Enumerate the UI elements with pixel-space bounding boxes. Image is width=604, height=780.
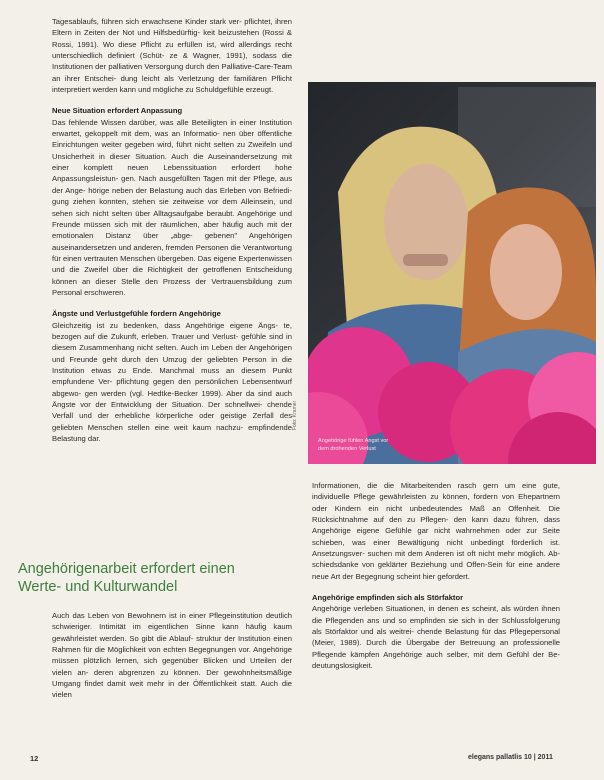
photo-illustration: [308, 82, 596, 464]
subheading-fears: Ängste und Verlustgefühle fordern Angehörige: [52, 309, 221, 319]
fears-paragraph: Gleichzeitig ist zu bedenken, dass Angehörige eigene Ängs- te, bezogen auf die Zukunft, erleben. Trauer und Verlust- gefühle sind in diesem Zusammenhang nicht selten. Auch im Leben der Angehörigen und Freunde geht durch den Umzug der geliebten Person in die Institution etwas zu Ende. Manchmal muss an diesem Punkt empfundene Ver- pflichtung gegen den persönlichen Lebensentwurf abgewo- gen werden (vgl. Hedtke-Becker 1999). Aber da sind auch Ängste vor der Entwicklung der Situation. Der schnellwei- chende Verfall und der erhebliche körperliche oder geistige Zerfall des geliebten Menschen stellen eine weit kaum nachzu- empfindende Belastung dar.: [52, 320, 292, 444]
bottom-left-paragraph: Auch das Leben von Bewohnern ist in einer Pflegeinstitution deutlich schwieriger. Intimität im eigentlichen Sinne kann häufig kaum gewährleistet werden. So gibt die Ablauf- struktur der Institution einen Rahmen für die Möglichkeit von echten Begegnungen vor. Angehörige müssen plötzlich lernen, sich gegenüber Blicken und Urteilen der vielen an- deren abgrenzen zu können. Der gewohnheitsmäßige Umgang findet damit weit mehr in der Öffentlichkeit statt. Auch die vielen: [52, 611, 292, 700]
subheading-disturbance: Angehörige empfinden sich als Störfaktor: [312, 593, 464, 603]
photo-caption: Angehörige fühlen Angst vor dem drohenden Verlust: [318, 438, 389, 452]
subheading-adaptation: Neue Situation erfordert Anpassung: [52, 106, 183, 116]
left-column: [52, 16, 292, 444]
section-title: Angehörigenarbeit erfordert einen Werte- und Kulturwandel: [18, 561, 235, 595]
family-photo: [308, 82, 596, 464]
adaptation-paragraph: Das fehlende Wissen darüber, was alle Beteiligten in einer Institution erwartet, gekoppelt mit dem, was an Informatio- nen über öffentliche Einrichtungen weiter gegeben wird, führt nicht selten zu Zweifeln und Unsicherheit in dieser Situation. Auch die Auseinandersetzung mit einer komplett neuen Lebenssituation erfordert hohe Anpassungsleistun- gen. Nach ausgefüllten Tagen mit der Pflege, aus der Ange- hörige neben der Belastung auch das Erleben von Befriedi- gung ziehen konnten, stehen sie zeitweise vor dem Alleinsein, und sehen sich nicht selten über Alltagsaufgabe beraubt. Angehörige und Freunde müssen sich mit der räumlichen, aber häufig auch mit der emotionalen Distanz über „abge- gebenen" Angehörigen auseinandersetzen und anderen, fremden Personen die Verantwortung für einen vertrauten Menschen übergeben. Das eigene Expertenwissen und die Zweifel über die Richtigkeit der getroffenen Entscheidung können an dieser Stelle den Prozess der Vertrauensbildung zum Personal erschweren.: [52, 117, 292, 297]
photo-credit: Foto: Kramer: [292, 400, 298, 430]
right-column: [312, 480, 560, 672]
right-paragraph: Informationen, die die Mitarbeitenden rasch gern um eine gute, individuelle Pflege gewährleisten zu können, fordern von Ehepartnern oder Kindern ein nicht unbedeutendes Maß an Offenheit. Die Rücksichtnahme auf den zu Pflegen- den kann dazu führen, dass Angehörige eigene Gefühle gar nicht wahrnehmen oder zur Seite schieben, was einer Bewältigung nicht unbedingt förderlich ist. Ansetzungsver- suchen mit dem Anderen ist oft nicht mehr möglich. Ab- schiedsdanke von geklärter Beziehung und Offen-Sein für eine andere neue Art der Begegnung scheint hier gefordert.: [312, 481, 560, 581]
disturbance-paragraph: Angehörige verleben Situationen, in denen es scheint, als würden ihnen die Pflegenden ans und so empfinden sie sich in der Schlussfolgerung als Störfaktor und als weitrei- chende Belastung für das Pflegepersonal (Meier, 1989). Durch die Übergabe der Betreuung an professionelle Pflegende kämpfen Angehörige auch selber, mit dem Gefühl der Be- deutungslosigkeit.: [312, 604, 560, 671]
intro-paragraph: Tagesablaufs, führen sich erwachsene Kinder stark ver- pflichtet, ihren Eltern in Zeiten der Not und Hilfsbedürftig- keit beizustehen (Rossi & Rossi, 1991). Wo diese Pflicht zu erfüllen ist, wird allerdings recht unterschiedlich definiert (Schüt- ze & Wagner, 1991), sodass die Institutionen der palliativen Versorgung durch den Palliative-Care-Team an ihrer Entschei- dung leicht als Verletzung der familiären Pflicht interpretiert werden kann und mögliche zu Schuldgefühle erzeugt.: [52, 17, 292, 95]
page-number: 12: [30, 754, 39, 763]
magazine-footer: elegans pallatlis 10 | 2011: [468, 754, 553, 761]
